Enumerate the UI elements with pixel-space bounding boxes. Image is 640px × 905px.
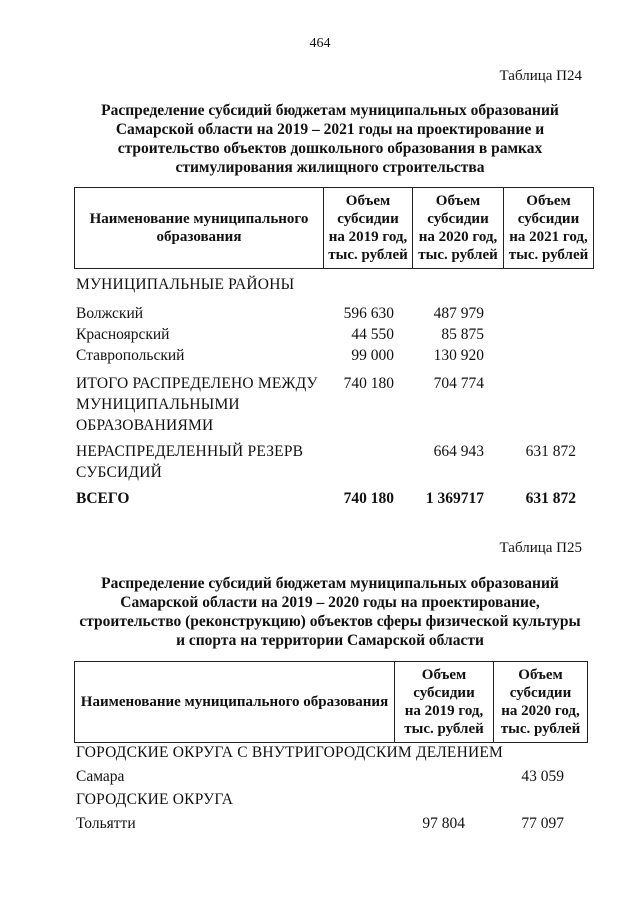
header-2020: Объем субсидии на 2020 год, тыс. рублей (494, 662, 588, 743)
title-line: Самарской области на 2019 – 2020 годы на проектирование, (120, 594, 540, 611)
title-line: строительство (реконструкцию) объектов сферы физической культуры (79, 613, 581, 630)
table-header-p25 (74, 661, 588, 743)
title-line: стимулирования жилищного строительства (175, 159, 485, 176)
header-2019: Объем субсидии на 2019 год, тыс. рублей (395, 662, 494, 743)
section-title: ГОРОДСКИЕ ОКРУГА (76, 791, 234, 808)
title-line: Распределение субсидий бюджетам муниципальных образований (101, 575, 559, 592)
header-2021: Объем субсидии на 2021 год, тыс. рублей (504, 188, 594, 269)
title-line: и спорта на территории Самарской области (176, 632, 484, 649)
table-label-p25: Таблица П25 (499, 540, 582, 556)
title-line: Распределение субсидий бюджетам муниципальных образований (101, 102, 559, 119)
page-number: 464 (309, 36, 331, 51)
header-name: Наименование муниципального образования (75, 662, 395, 743)
table-header-p24 (74, 187, 594, 269)
header-2019: Объем субсидии на 2019 год, тыс. рублей (324, 188, 413, 269)
table-title-p25 (70, 574, 590, 650)
header-2020: Объем субсидии на 2020 год, тыс. рублей (413, 188, 504, 269)
section-title: ГОРОДСКИЕ ОКРУГА С ВНУТРИГОРОДСКИМ ДЕЛЕНИЕМ (76, 744, 504, 761)
title-line: строительство объектов дошкольного образования в рамках (117, 140, 543, 157)
title-line: Самарской области на 2019 – 2021 годы на проектирование и (115, 121, 545, 138)
header-name: Наименование муниципального образования (75, 188, 324, 269)
section-title: МУНИЦИПАЛЬНЫЕ РАЙОНЫ (76, 276, 295, 293)
table-title-p24 (80, 101, 580, 177)
table-label-p24: Таблица П24 (499, 68, 582, 84)
